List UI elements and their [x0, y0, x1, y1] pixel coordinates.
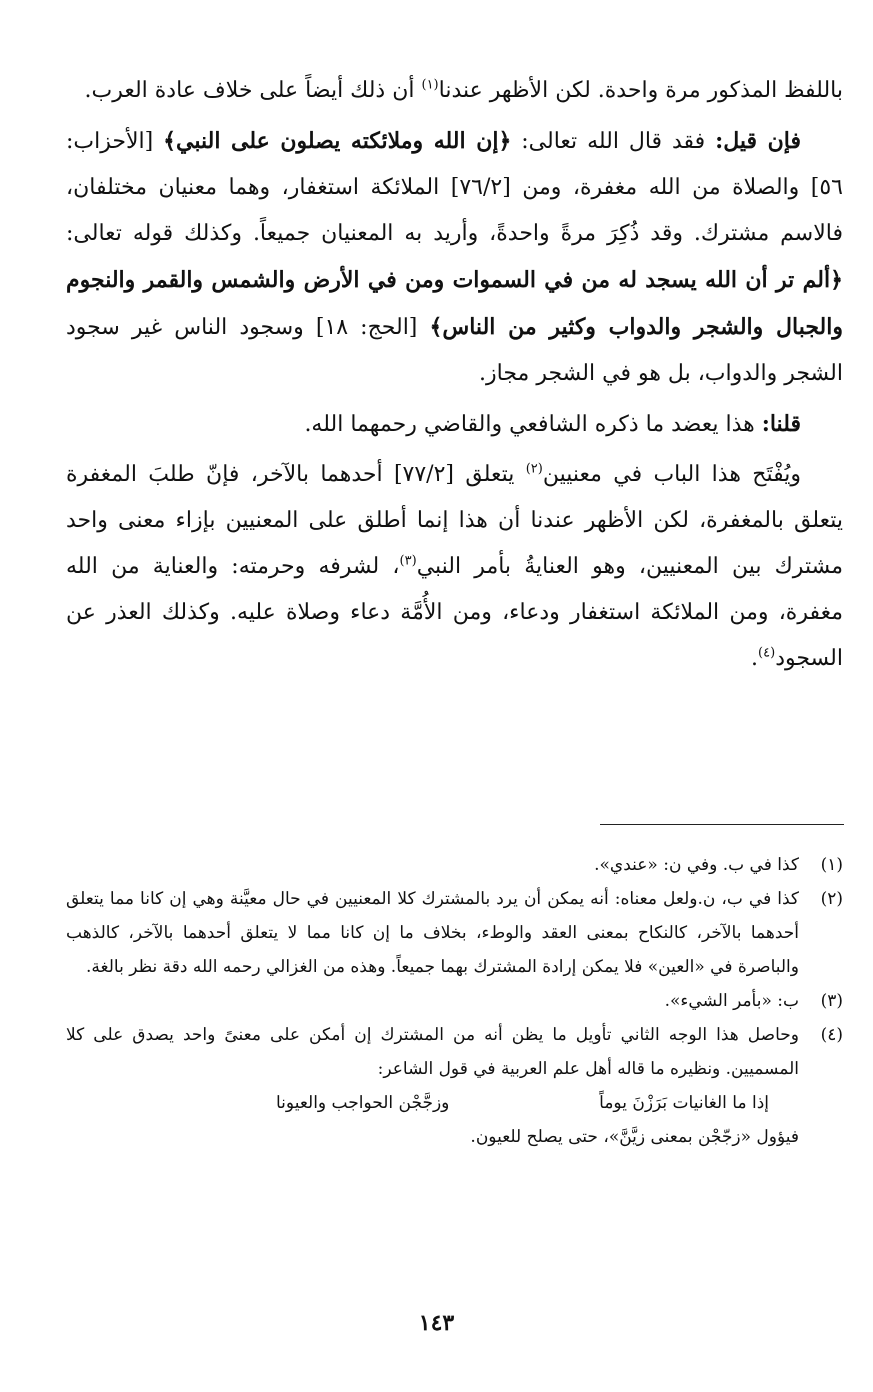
footnote-ref-4[interactable]: (٤) [758, 645, 776, 661]
objection-label: فإن قيل: [715, 128, 801, 154]
main-text [66, 68, 843, 682]
poem-verse [66, 1086, 799, 1120]
text-span: . [751, 646, 759, 671]
reply-label: قلنا: [761, 411, 801, 437]
footnote-number: (٢) [820, 889, 843, 909]
footnote-number: (٤) [820, 1025, 843, 1045]
footnote-ref-3[interactable]: (٣) [399, 553, 417, 569]
footnote-text: ب: «بأمر الشيء». [664, 991, 799, 1011]
footnote-text: كذا في ب. وفي ن: «عندي». [594, 855, 799, 875]
footnote-3 [66, 984, 843, 1018]
footnote-4 [66, 1018, 843, 1154]
text-span: [الأحزاب: ٥٦] والصلاة من الله مغفرة، ومن [٧٦/٢] الملائكة استغفار، وهما معنيان مختلفان، فالاسم مشترك. وقد ذُكِرَ مرةً واحدةً، وأريد به المعنيان جميعاً. وكذلك قوله تعالى: [66, 129, 843, 246]
footnote-1 [66, 848, 843, 882]
paragraph-2 [66, 118, 843, 397]
footnote-number: (٣) [820, 991, 843, 1011]
footnote-number: (١) [820, 855, 843, 875]
text-span: باللفظ المذكور مرة واحدة. لكن الأظهر عندنا [438, 78, 843, 103]
paragraph-3 [66, 401, 843, 448]
text-span: فقد قال الله تعالى: [511, 129, 716, 154]
footnote-text-end: فيؤول «زجّجْن بمعنى زيَّنَّ»، حتى يصلح للعيون. [470, 1127, 799, 1147]
quran-verse-2: ﴿ألم تر أن الله يسجد له من في السموات ومن في الأرض والشمس والقمر والنجوم والجبال والشجر والدواب وكثير من الناس﴾ [66, 267, 843, 340]
footnote-text: وحاصل هذا الوجه الثاني تأويل ما يظن أنه من المشترك إن أمكن على معنىً واحد يصدق على كلا المسميين. ونظيره ما قاله أهل علم العربية في قول الشاعر: [66, 1025, 799, 1079]
footnote-ref-1[interactable]: (١) [421, 77, 439, 93]
footnote-text: كذا في ب، ن.ولعل معناه: أنه يمكن أن يرد بالمشترك كلا المعنيين في حال معيَّنة وهي إن كانا مما يتعلق أحدهما بالآخر، كالنكاح بمعنى العقد والوطء، بخلاف ما إن كانا مما لا يتعلق أحدهما بالآخر، كالذهب والباصرة في «العين» فلا يمكن إرادة المشترك بهما جميعاً. وهذه من الغزالي رحمه الله دقة نظر بالغة. [66, 889, 799, 977]
text-span: أن ذلك أيضاً على خلاف عادة العرب. [84, 78, 422, 103]
footnote-ref-2[interactable]: (٢) [525, 461, 543, 477]
text-span: ويُفْتَح هذا الباب في معنيين [542, 462, 802, 487]
poem-hemistich-1: إذا ما الغانيات بَرَزْنَ يوماً [599, 1093, 769, 1113]
footnote-body [66, 1018, 799, 1154]
text-span: يتعلق [٧٧/٢] أحدهما بالآخر، فإنّ طلبَ المغفرة يتعلق بالمغفرة، لكن الأظهر عندنا أن هذا إنما أطلق على المعنيين بإزاء معنى واحد مشترك بين المعنيين، وهو العنايةُ بأمر النبي [66, 462, 843, 579]
footnote-separator [600, 824, 844, 825]
text-span: ، لشرفه وحرمته: والعناية من الله مغفرة، ومن الملائكة استغفار ودعاء، ومن الأُمَّة دعاء وصلاة عليه. وكذلك العذر عن السجود [66, 554, 843, 671]
paragraph-1 [66, 68, 843, 114]
footnote-2 [66, 882, 843, 984]
poem-hemistich-2: وزجَّجْن الحواجب والعيونا [276, 1093, 450, 1113]
text-span: [الحج: ١٨] وسجود الناس غير سجود الشجر والدواب، بل هو في الشجر مجاز. [66, 315, 843, 386]
footnotes [66, 848, 843, 1154]
text-span: هذا يعضد ما ذكره الشافعي والقاضي رحمهما الله. [304, 412, 762, 437]
page-number: ١٤٣ [418, 1310, 455, 1336]
quran-verse-1: ﴿إن الله وملائكته يصلون على النبي﴾ [163, 128, 512, 154]
paragraph-4 [66, 452, 843, 682]
